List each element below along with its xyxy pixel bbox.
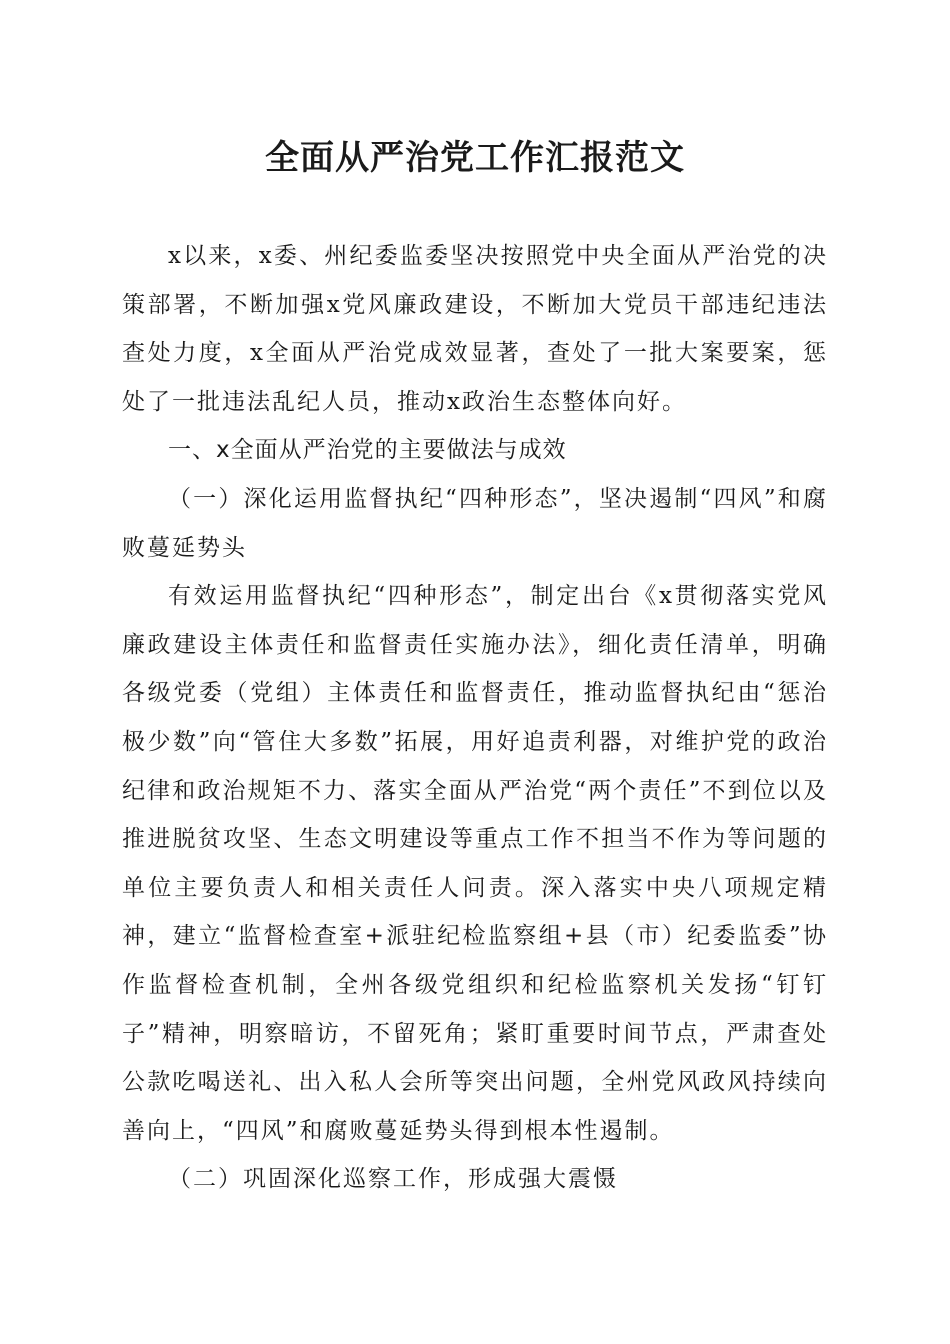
document-title: 全面从严治党工作汇报范文 <box>265 138 685 178</box>
intro-paragraph: x以来，x委、州纪委监委坚决按照党中央全面从严治党的决策部署，不断加强x党风廉政建设，不断加大党员干部违纪违法查处力度，x全面从严治党成效显著，查处了一批大案要案，惩处了一批违法乱纪人员，推动x政治生态整体向好。 <box>122 243 828 415</box>
subsection-heading-1: （一）深化运用监督执纪“四种形态”，坚决遏制“四风”和腐败蔓延势头 <box>122 485 828 561</box>
subsection-heading-2: （二）巩固深化巡察工作，形成强大震慑 <box>168 1166 618 1193</box>
subsection-1-paragraph: 有效运用监督执纪“四种形态”，制定出台《x贯彻落实党风廉政建设主体责任和监督责任实施办法》，细化责任清单，明确各级党委（党组）主体责任和监督责任，推动监督执纪由“惩治极少数”向“管住大多数”拓展，用好追责利器，对维护党的政治纪律和政治规矩不力、落实全面从严治党“两个责任”不到位以及推进脱贫攻坚、生态文明建设等重点工作不担当不作为等问题的单位主要负责人和相关责任人问责。深入落实中央八项规定精神，建立“监督检查室+派驻纪检监察组+县（市）纪委监委”协作监督检查机制，全州各级党组织和纪检监察机关发扬“钉钉子”精神，明察暗访，不留死角；紧盯重要时间节点，严肃查处公款吃喝送礼、出入私人会所等突出问题，全州党风政风持续向善向上，“四风”和腐败蔓延势头得到根本性遏制。 <box>122 583 828 1144</box>
document-body <box>122 232 828 1204</box>
section-heading-1: 一、x全面从严治党的主要做法与成效 <box>168 437 567 464</box>
